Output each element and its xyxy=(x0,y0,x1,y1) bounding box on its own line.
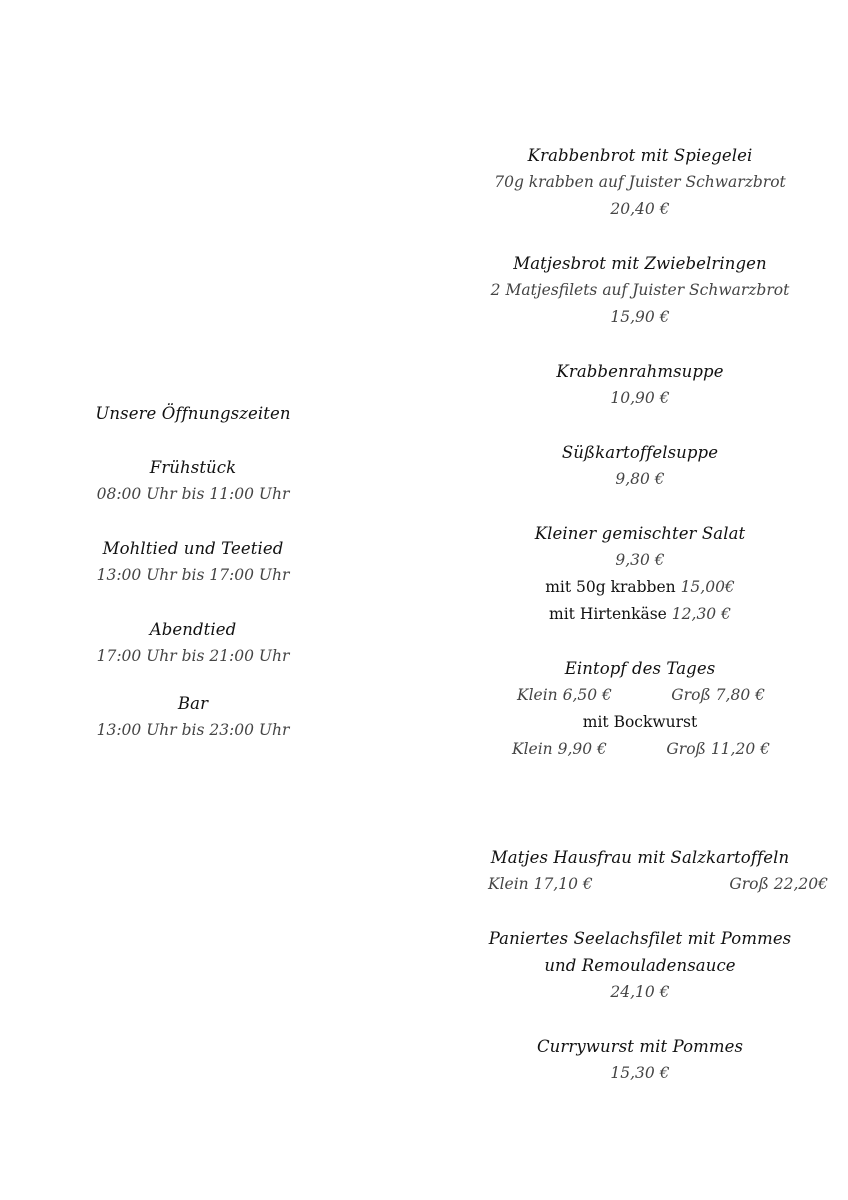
menu-item-eintopf xyxy=(470,655,810,763)
menu-item-krabbenrahmsuppe xyxy=(470,358,810,412)
hours-item-name: Frühstück xyxy=(149,458,237,477)
menu-item-extra xyxy=(470,601,810,628)
extra-label: mit 50g krabben xyxy=(545,578,676,596)
menu-item-title: Süßkartoffelsuppe xyxy=(561,443,719,462)
hours-item-name: Mohltied und Teetied xyxy=(102,539,284,558)
size-prices xyxy=(470,682,810,709)
extra-label: mit Hirtenkäse xyxy=(549,605,667,623)
menu-item-title: Krabbenbrot mit Spiegelei xyxy=(527,146,753,165)
menu-section xyxy=(470,142,828,1087)
menu-item-description: 2 Matjesfilets auf Juister Schwarzbrot xyxy=(490,281,790,299)
menu-item-title: Matjes Hausfrau mit Salzkartoffeln xyxy=(490,848,790,867)
price-small: Klein 17,10 € xyxy=(488,875,593,893)
menu-item-price: 9,30 € xyxy=(615,551,665,569)
menu-item-suesskartoffelsuppe xyxy=(470,439,810,493)
extra-price: 15,00€ xyxy=(680,578,735,596)
size-prices xyxy=(470,736,810,763)
menu-item-description: 70g krabben auf Juister Schwarzbrot xyxy=(494,173,786,191)
opening-hours-section xyxy=(48,400,338,744)
hours-item-time: 13:00 Uhr bis 17:00 Uhr xyxy=(96,566,290,584)
menu-item-price: 10,90 € xyxy=(610,389,670,407)
hours-item-time: 17:00 Uhr bis 21:00 Uhr xyxy=(96,647,290,665)
hours-item-name: Bar xyxy=(177,694,209,713)
menu-item-title: Matjesbrot mit Zwiebelringen xyxy=(513,254,767,273)
price-large: Groß 22,20€ xyxy=(729,875,828,893)
price-small: Klein 6,50 € xyxy=(517,686,612,704)
menu-item-title-continued: und Remouladensauce xyxy=(544,956,736,975)
menu-item-krabbenbrot xyxy=(470,142,810,223)
menu-item-price: 9,80 € xyxy=(615,470,665,488)
menu-item-price: 15,90 € xyxy=(610,308,670,326)
menu-item-price: 15,30 € xyxy=(610,1064,670,1082)
menu-item-salat xyxy=(470,520,810,628)
extra-price: 12,30 € xyxy=(671,605,731,623)
menu-item-title: Paniertes Seelachsfilet mit Pommes xyxy=(488,929,792,948)
menu-item-matjes-hausfrau xyxy=(470,844,828,898)
menu-item-title: Krabbenrahmsuppe xyxy=(556,362,724,381)
menu-item-variant: mit Bockwurst xyxy=(582,713,698,731)
menu-item-matjesbrot xyxy=(470,250,810,331)
opening-hours-heading: Unsere Öffnungszeiten xyxy=(95,404,291,423)
hours-item-time: 13:00 Uhr bis 23:00 Uhr xyxy=(96,721,290,739)
hours-item-bar xyxy=(48,690,338,744)
hours-item-time: 08:00 Uhr bis 11:00 Uhr xyxy=(96,485,290,503)
menu-item-price: 24,10 € xyxy=(610,983,670,1001)
menu-item-price: 20,40 € xyxy=(610,200,670,218)
price-small: Klein 9,90 € xyxy=(512,740,607,758)
hours-item-lunch-tea xyxy=(48,535,338,589)
size-prices xyxy=(470,871,828,898)
menu-item-extra xyxy=(470,574,810,601)
menu-item-title: Currywurst mit Pommes xyxy=(536,1037,744,1056)
price-large: Groß 7,80 € xyxy=(671,686,765,704)
hours-item-breakfast xyxy=(48,454,338,508)
menu-item-title: Kleiner gemischter Salat xyxy=(534,524,746,543)
menu-item-seelachsfilet xyxy=(470,925,810,1006)
menu-item-currywurst xyxy=(470,1033,810,1087)
menu-item-title: Eintopf des Tages xyxy=(564,659,716,678)
price-large: Groß 11,20 € xyxy=(666,740,770,758)
hours-item-dinner xyxy=(48,616,338,670)
hours-item-name: Abendtied xyxy=(149,620,237,639)
